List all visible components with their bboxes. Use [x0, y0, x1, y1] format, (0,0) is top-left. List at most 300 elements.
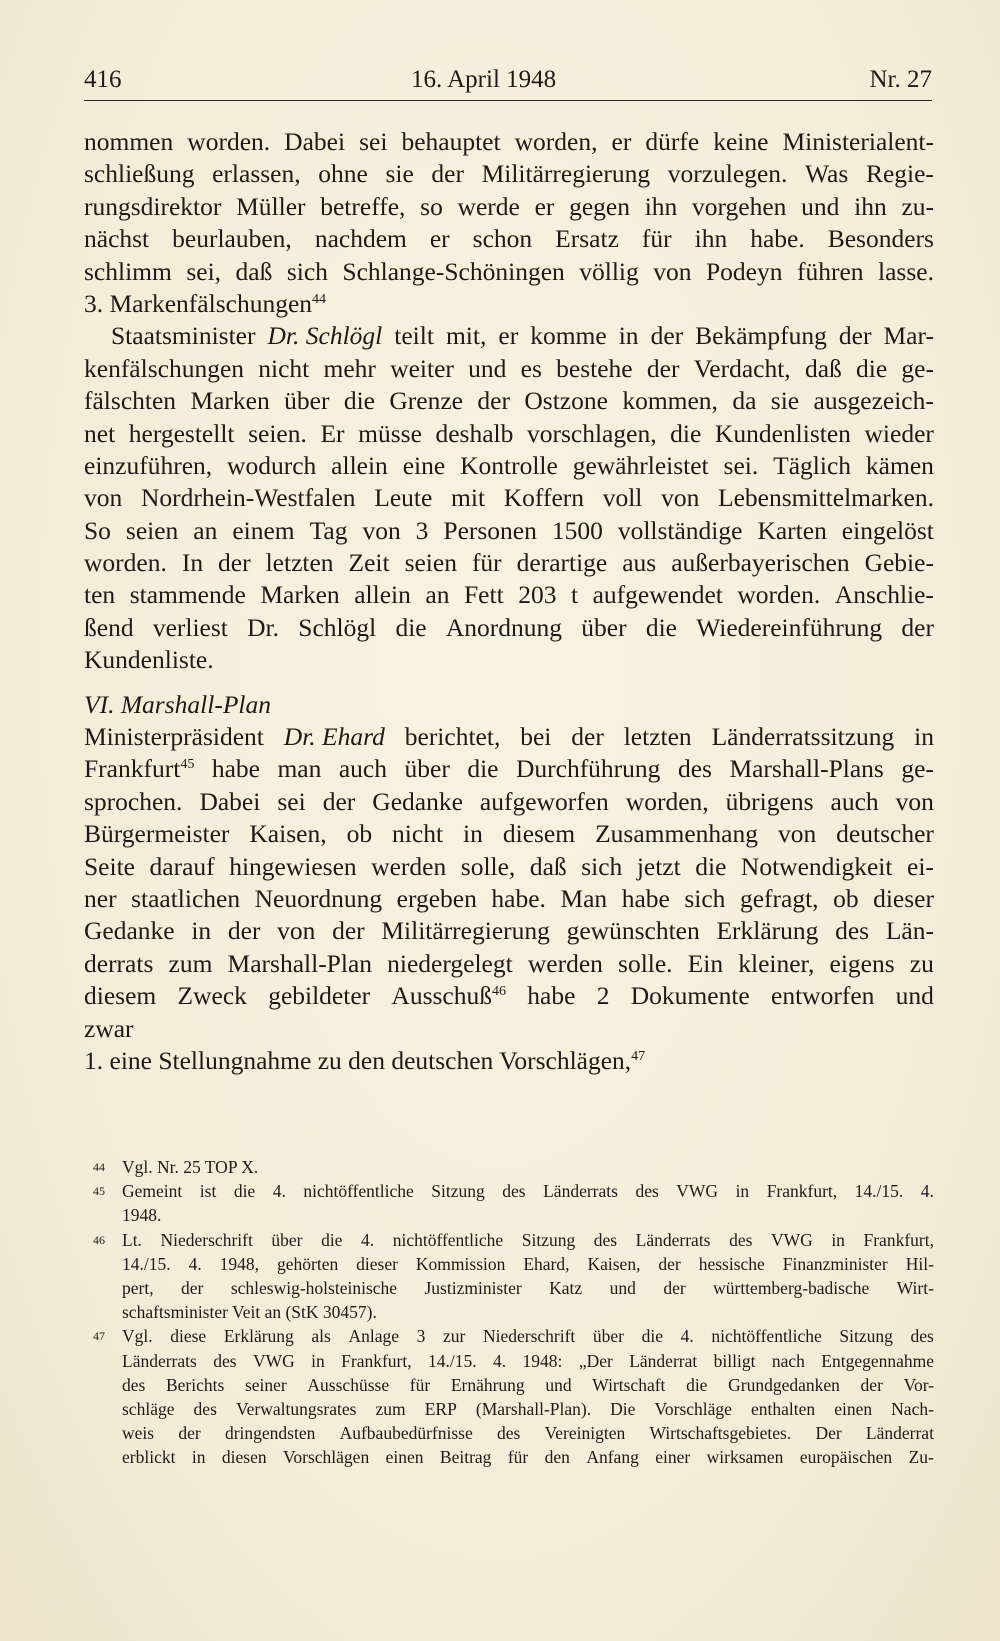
word: niedergelegt [387, 948, 513, 978]
word: seien [125, 515, 179, 545]
word: Kommission [415, 1253, 506, 1274]
word: Notwendigkeit [740, 851, 893, 881]
word: nichtöffentliche [392, 1229, 504, 1250]
person-name-schloegl: Schlögl [305, 321, 383, 351]
word: Niederschrift [160, 1229, 253, 1250]
word: verliest [152, 612, 228, 642]
word: Besonders [827, 224, 934, 254]
word: Sitzung [431, 1181, 485, 1202]
word: worden, [514, 127, 598, 156]
word: Personen [443, 515, 537, 545]
word: weiter [390, 353, 454, 383]
footnote-number: 47 [93, 1329, 105, 1344]
word: 3 [416, 1326, 426, 1347]
word: sei, [186, 256, 222, 286]
word: Kaisen, [249, 819, 327, 849]
word: Der [815, 1423, 842, 1444]
word: Frankfurt, [863, 1229, 934, 1250]
word: 203 [518, 580, 557, 610]
word: Neuordnung [254, 883, 383, 913]
word: Anordnung [445, 612, 563, 642]
footnote-number: 46 [93, 1232, 105, 1247]
word: einen [834, 1398, 873, 1419]
text-line: Ministerpräsident Dr. Ehard berichtet, bei der letzten Länderratssitzung in [84, 721, 934, 753]
word: Anfang [586, 1447, 639, 1468]
footnote-ref-44: 44 [312, 291, 327, 307]
word: Durchführung [515, 754, 661, 784]
word: und [801, 191, 840, 221]
word: in [618, 321, 639, 351]
word: Die [610, 1398, 636, 1419]
word: nichtöffentliche [303, 1181, 414, 1202]
word: letzten [623, 722, 692, 752]
word: sie [385, 159, 414, 189]
word: 14./15. [428, 1350, 477, 1371]
word: habe. [750, 224, 805, 254]
word: müsse [358, 418, 422, 448]
word: keine [713, 127, 769, 156]
word: Schlögl [298, 612, 377, 642]
word: schleswig-holsteinische [230, 1277, 398, 1298]
word: Vereinigten [544, 1423, 626, 1444]
word: des [835, 916, 870, 946]
word: Frankfurt, [341, 1350, 412, 1371]
footnote-44 [84, 1155, 934, 1179]
word: einer [655, 1447, 691, 1468]
footnote-line [122, 1252, 934, 1276]
word: Sitzung [839, 1326, 893, 1347]
word: wodurch [227, 450, 317, 480]
word: des [502, 1181, 526, 1202]
word: ihn [694, 224, 728, 254]
word: erblickt [122, 1447, 176, 1468]
word: hingewiesen [229, 851, 357, 881]
word: Kontrolle [460, 450, 558, 480]
word: die [467, 754, 499, 784]
word: in [914, 722, 934, 752]
word: über [404, 754, 450, 784]
word: werde [457, 191, 520, 221]
word: Wirt- [896, 1277, 934, 1298]
footnote-line [122, 1421, 934, 1445]
word: Zweck [177, 981, 247, 1011]
word: ßend [84, 612, 134, 642]
word: derrats [84, 948, 154, 978]
word: des [213, 1350, 237, 1371]
word: Länderratssitzung [711, 722, 895, 752]
word: Was [805, 159, 849, 189]
word: es [520, 353, 542, 383]
word: Marken [190, 386, 270, 416]
word: der [860, 1374, 883, 1395]
footnote-ref-46: 46 [492, 984, 507, 1000]
word: Lebensmittelmarken. [718, 483, 934, 513]
word: dieser [873, 883, 934, 913]
word: daß [804, 353, 842, 383]
word: in [311, 1350, 325, 1371]
footnote-line [122, 1179, 934, 1203]
word: Wiedereinführung [696, 612, 883, 642]
text-line-last: Kundenliste. [84, 645, 214, 675]
word: nach [771, 1350, 805, 1371]
word: die [670, 418, 702, 448]
word: der [181, 1277, 204, 1298]
word: Län- [885, 916, 934, 946]
word: 4. [272, 1181, 286, 1202]
word: aufgeworfen [479, 786, 609, 816]
word: gegen [569, 191, 630, 221]
word: solle. [618, 948, 673, 978]
word: nächst [84, 224, 150, 254]
word: erlassen, [212, 159, 301, 189]
word: staatlichen [131, 883, 241, 913]
word: Karten [757, 515, 827, 545]
word: nicht [392, 819, 444, 849]
word: sich [684, 883, 726, 913]
word: aus [622, 548, 657, 578]
word: zur [442, 1326, 466, 1347]
word: und [545, 1374, 572, 1395]
word: Gedanke [84, 916, 175, 946]
word: mit, [445, 321, 487, 351]
text-line [84, 579, 934, 611]
word: lasse. [878, 256, 934, 286]
word: als [311, 1326, 331, 1347]
word: kenfälschungen [84, 353, 245, 383]
word: in [191, 1447, 206, 1468]
footnote-47 [84, 1324, 934, 1469]
word: nachdem [314, 224, 407, 254]
word: worden. [84, 548, 167, 578]
word: er [498, 321, 519, 351]
word: wieder [864, 418, 934, 448]
word: von [895, 786, 934, 816]
word: deshalb [435, 418, 514, 448]
word: Dabei [284, 127, 346, 156]
word: Ernährung [450, 1374, 525, 1395]
footnote-line: schaftsminister Veit an (StK 30457). [122, 1302, 377, 1323]
word: zu [909, 948, 934, 978]
word: Podeyn [705, 256, 783, 286]
word: übrigens [725, 786, 814, 816]
word: Vorschläge [654, 1398, 732, 1419]
word: führen [796, 256, 864, 286]
word: stammende [129, 580, 246, 610]
word: Ausschüsse [307, 1374, 390, 1395]
word: des [122, 1374, 146, 1395]
word: sei [277, 786, 306, 816]
word: der [322, 786, 356, 816]
paragraph-continued [84, 126, 934, 288]
word: des [193, 1398, 217, 1419]
word: Länderrats [635, 1229, 711, 1250]
word: des [635, 1181, 659, 1202]
word: 4. [361, 1229, 375, 1250]
word: Militärregierung [481, 159, 651, 189]
word: betreffe, [320, 191, 406, 221]
word: Grenze [389, 386, 464, 416]
word: von [362, 515, 401, 545]
word: für [507, 1447, 529, 1468]
word: seien. [248, 418, 307, 448]
word: ner [84, 883, 117, 913]
word: und [468, 353, 507, 383]
word: schläge [122, 1398, 175, 1419]
word: Leute [374, 483, 433, 513]
text-line [84, 980, 934, 1012]
word: die [686, 1374, 708, 1395]
footnote-line: 1948. [122, 1205, 162, 1226]
word: VWG [770, 1229, 813, 1250]
word: habe [211, 754, 260, 784]
word: württemberg-badische [713, 1277, 870, 1298]
word: für [471, 548, 502, 578]
word: des [729, 1229, 753, 1250]
header-date: 16. April 1948 [411, 66, 557, 93]
word: mit [451, 483, 486, 513]
text-line [84, 158, 934, 190]
word: des [593, 1229, 618, 1250]
section-heading-marshall-plan: VI. Marshall-Plan [84, 689, 271, 719]
word: voll [602, 483, 643, 513]
word: Länderrats [543, 1181, 618, 1202]
word: des [677, 754, 712, 784]
person-title: Dr. [283, 722, 316, 752]
word: über [271, 1229, 303, 1250]
word: ihn [644, 191, 678, 221]
running-header [84, 64, 932, 101]
main-text [84, 126, 934, 1077]
word: Länderrat [629, 1350, 698, 1371]
text-line [84, 851, 934, 883]
word: da [732, 386, 757, 416]
word: vorzulegen. [667, 159, 788, 189]
word: entworfen [771, 981, 875, 1011]
word: er [429, 224, 450, 254]
word: Marshall-Plan [227, 948, 373, 978]
word: 2 [596, 981, 610, 1011]
word: beurlauben, [172, 224, 292, 254]
text-line [84, 256, 934, 288]
word: Zu- [908, 1447, 934, 1468]
word: Militärregierung [381, 916, 550, 946]
word: er [611, 127, 632, 156]
person-title: Dr. [267, 321, 300, 351]
word: 4. [493, 1350, 507, 1371]
word: in [191, 916, 212, 946]
word: Dokumente [630, 981, 750, 1011]
word: Erklärung [716, 916, 819, 946]
word: Marshall-Plans [729, 754, 884, 784]
word: Schlange-Schöningen [342, 256, 565, 286]
footnote-number: 44 [93, 1160, 105, 1174]
paragraph-schloegl [84, 320, 934, 676]
word: in [735, 1181, 750, 1202]
footnotes [84, 1155, 934, 1469]
word: diese [170, 1326, 207, 1347]
word: zum [375, 1398, 406, 1419]
word: hessische [698, 1253, 765, 1274]
text-line [84, 353, 934, 385]
word: (Marshall-Plan). [475, 1398, 592, 1419]
word: Anlage [348, 1326, 400, 1347]
word: derartige [516, 548, 608, 578]
word: diesen [221, 1447, 267, 1468]
word: Regie- [865, 159, 934, 189]
word: In [181, 548, 204, 578]
footnote-line [122, 1349, 934, 1373]
word: werden [371, 851, 447, 881]
word: Justizminister [424, 1277, 522, 1298]
word: t [570, 580, 579, 610]
footnote-line [122, 1397, 934, 1421]
text-line [84, 191, 934, 223]
word: dürfe [645, 127, 700, 156]
word: Gedanke [372, 786, 463, 816]
word: die [343, 386, 375, 416]
word: jetzt [636, 851, 681, 881]
word: der [901, 612, 934, 642]
word: ge- [901, 754, 934, 784]
word: Er [320, 418, 345, 448]
word: ge- [901, 353, 934, 383]
word: seiner [244, 1374, 287, 1395]
word: 3 [415, 515, 429, 545]
word: worden. [737, 580, 821, 610]
word: gebildeter [268, 981, 371, 1011]
word: Sitzung [521, 1229, 576, 1250]
word: von [777, 819, 817, 849]
word: Seite [84, 851, 135, 881]
footnote-ref-47: 47 [631, 1048, 646, 1064]
word: Zeit [348, 548, 390, 578]
word: in [831, 1229, 845, 1250]
word: der [571, 722, 604, 752]
word: einen [385, 1447, 424, 1468]
word: habe. [491, 883, 546, 913]
text-line: Staatsminister Dr. Schlögl teilt mit, er komme in der Bekämpfung der Mar- [84, 320, 934, 352]
word: Niederschrift [482, 1326, 576, 1347]
word: über [592, 1326, 624, 1347]
word: sei [359, 127, 388, 156]
word: von [277, 916, 316, 946]
word: daß [529, 851, 567, 881]
word: 4. [680, 1326, 694, 1347]
text-line [84, 612, 934, 644]
word: enthalten [751, 1398, 816, 1419]
word: vorschlagen, [526, 418, 657, 448]
word: der [218, 548, 251, 578]
word: komme [530, 321, 607, 351]
word: Vorschlägen [283, 1447, 370, 1468]
word: über [581, 612, 627, 642]
word: europäischen [799, 1447, 893, 1468]
word: der [477, 386, 510, 416]
word: fälschten [84, 386, 177, 416]
word: seien [404, 548, 457, 578]
word: 4. [920, 1181, 934, 1202]
text-line [84, 126, 934, 158]
word: Kaisen, [587, 1253, 641, 1274]
word: berichtet, [404, 722, 501, 752]
word: Ministerialent- [782, 127, 934, 156]
word: Gemeint [122, 1181, 183, 1202]
word: der [227, 916, 261, 946]
word: Entgegennahme [821, 1350, 934, 1371]
word: solle, [460, 851, 516, 881]
word: gewährleistet [572, 450, 709, 480]
word: des [910, 1326, 934, 1347]
word: der [431, 159, 464, 189]
word: Beitrag [439, 1447, 492, 1468]
word: sie [770, 386, 800, 416]
word: Aufbaubedürfnisse [339, 1423, 473, 1444]
word: 14./15. [122, 1253, 171, 1274]
word: mehr [323, 353, 376, 383]
word: eine [402, 450, 446, 480]
word: an [425, 580, 450, 610]
word: er [534, 191, 555, 221]
word: über [284, 386, 330, 416]
word: ihn [854, 191, 887, 221]
word: 1948, [219, 1253, 260, 1274]
footnote-line [122, 1324, 934, 1348]
text-line [84, 385, 934, 417]
word: gefragt, [739, 883, 819, 913]
word: 14./15. [854, 1181, 904, 1202]
word: rungsdirektor [84, 191, 222, 221]
text-line: zwar [84, 1013, 134, 1043]
word: pert, [122, 1277, 154, 1298]
word: nicht [258, 353, 310, 383]
word: Man [560, 883, 608, 913]
word: 1500 [551, 515, 603, 545]
word: auch [338, 754, 387, 784]
word: bei [520, 722, 552, 752]
word: der [178, 1423, 201, 1444]
word: 1948: [522, 1350, 563, 1371]
word: Gebie- [864, 548, 934, 578]
footnote-line: Vgl. Nr. 25 TOP X. [122, 1157, 259, 1177]
word: kämen [865, 450, 934, 480]
word: Kundenlisten [714, 418, 851, 448]
word: bestehe [556, 353, 633, 383]
word: sprochen. [84, 786, 183, 816]
text-line [84, 547, 934, 579]
word: eingelöst [841, 515, 934, 545]
word: die [395, 612, 427, 642]
word: Verdacht, [693, 353, 791, 383]
word: die [321, 1229, 343, 1250]
word: sich [286, 256, 328, 286]
word: Zusammenhang [595, 819, 758, 849]
word: der [646, 353, 680, 383]
word: an [193, 515, 218, 545]
word: gewünschten [566, 916, 700, 946]
text-line [84, 915, 934, 947]
word: „Der [578, 1350, 613, 1371]
item-title-markenfaelschungen: 3. Markenfälschungen$^{44}$ [84, 288, 327, 318]
word: Länderrats [122, 1350, 197, 1371]
word: der [650, 321, 684, 351]
word: Dr. [247, 612, 280, 642]
word: schließung [84, 159, 195, 189]
word: ergeben [396, 883, 477, 913]
paragraph-ehard [84, 721, 934, 1077]
word: net [84, 418, 116, 448]
word: Grundgedanken [728, 1374, 840, 1395]
word: Frankfurt, [766, 1181, 838, 1202]
